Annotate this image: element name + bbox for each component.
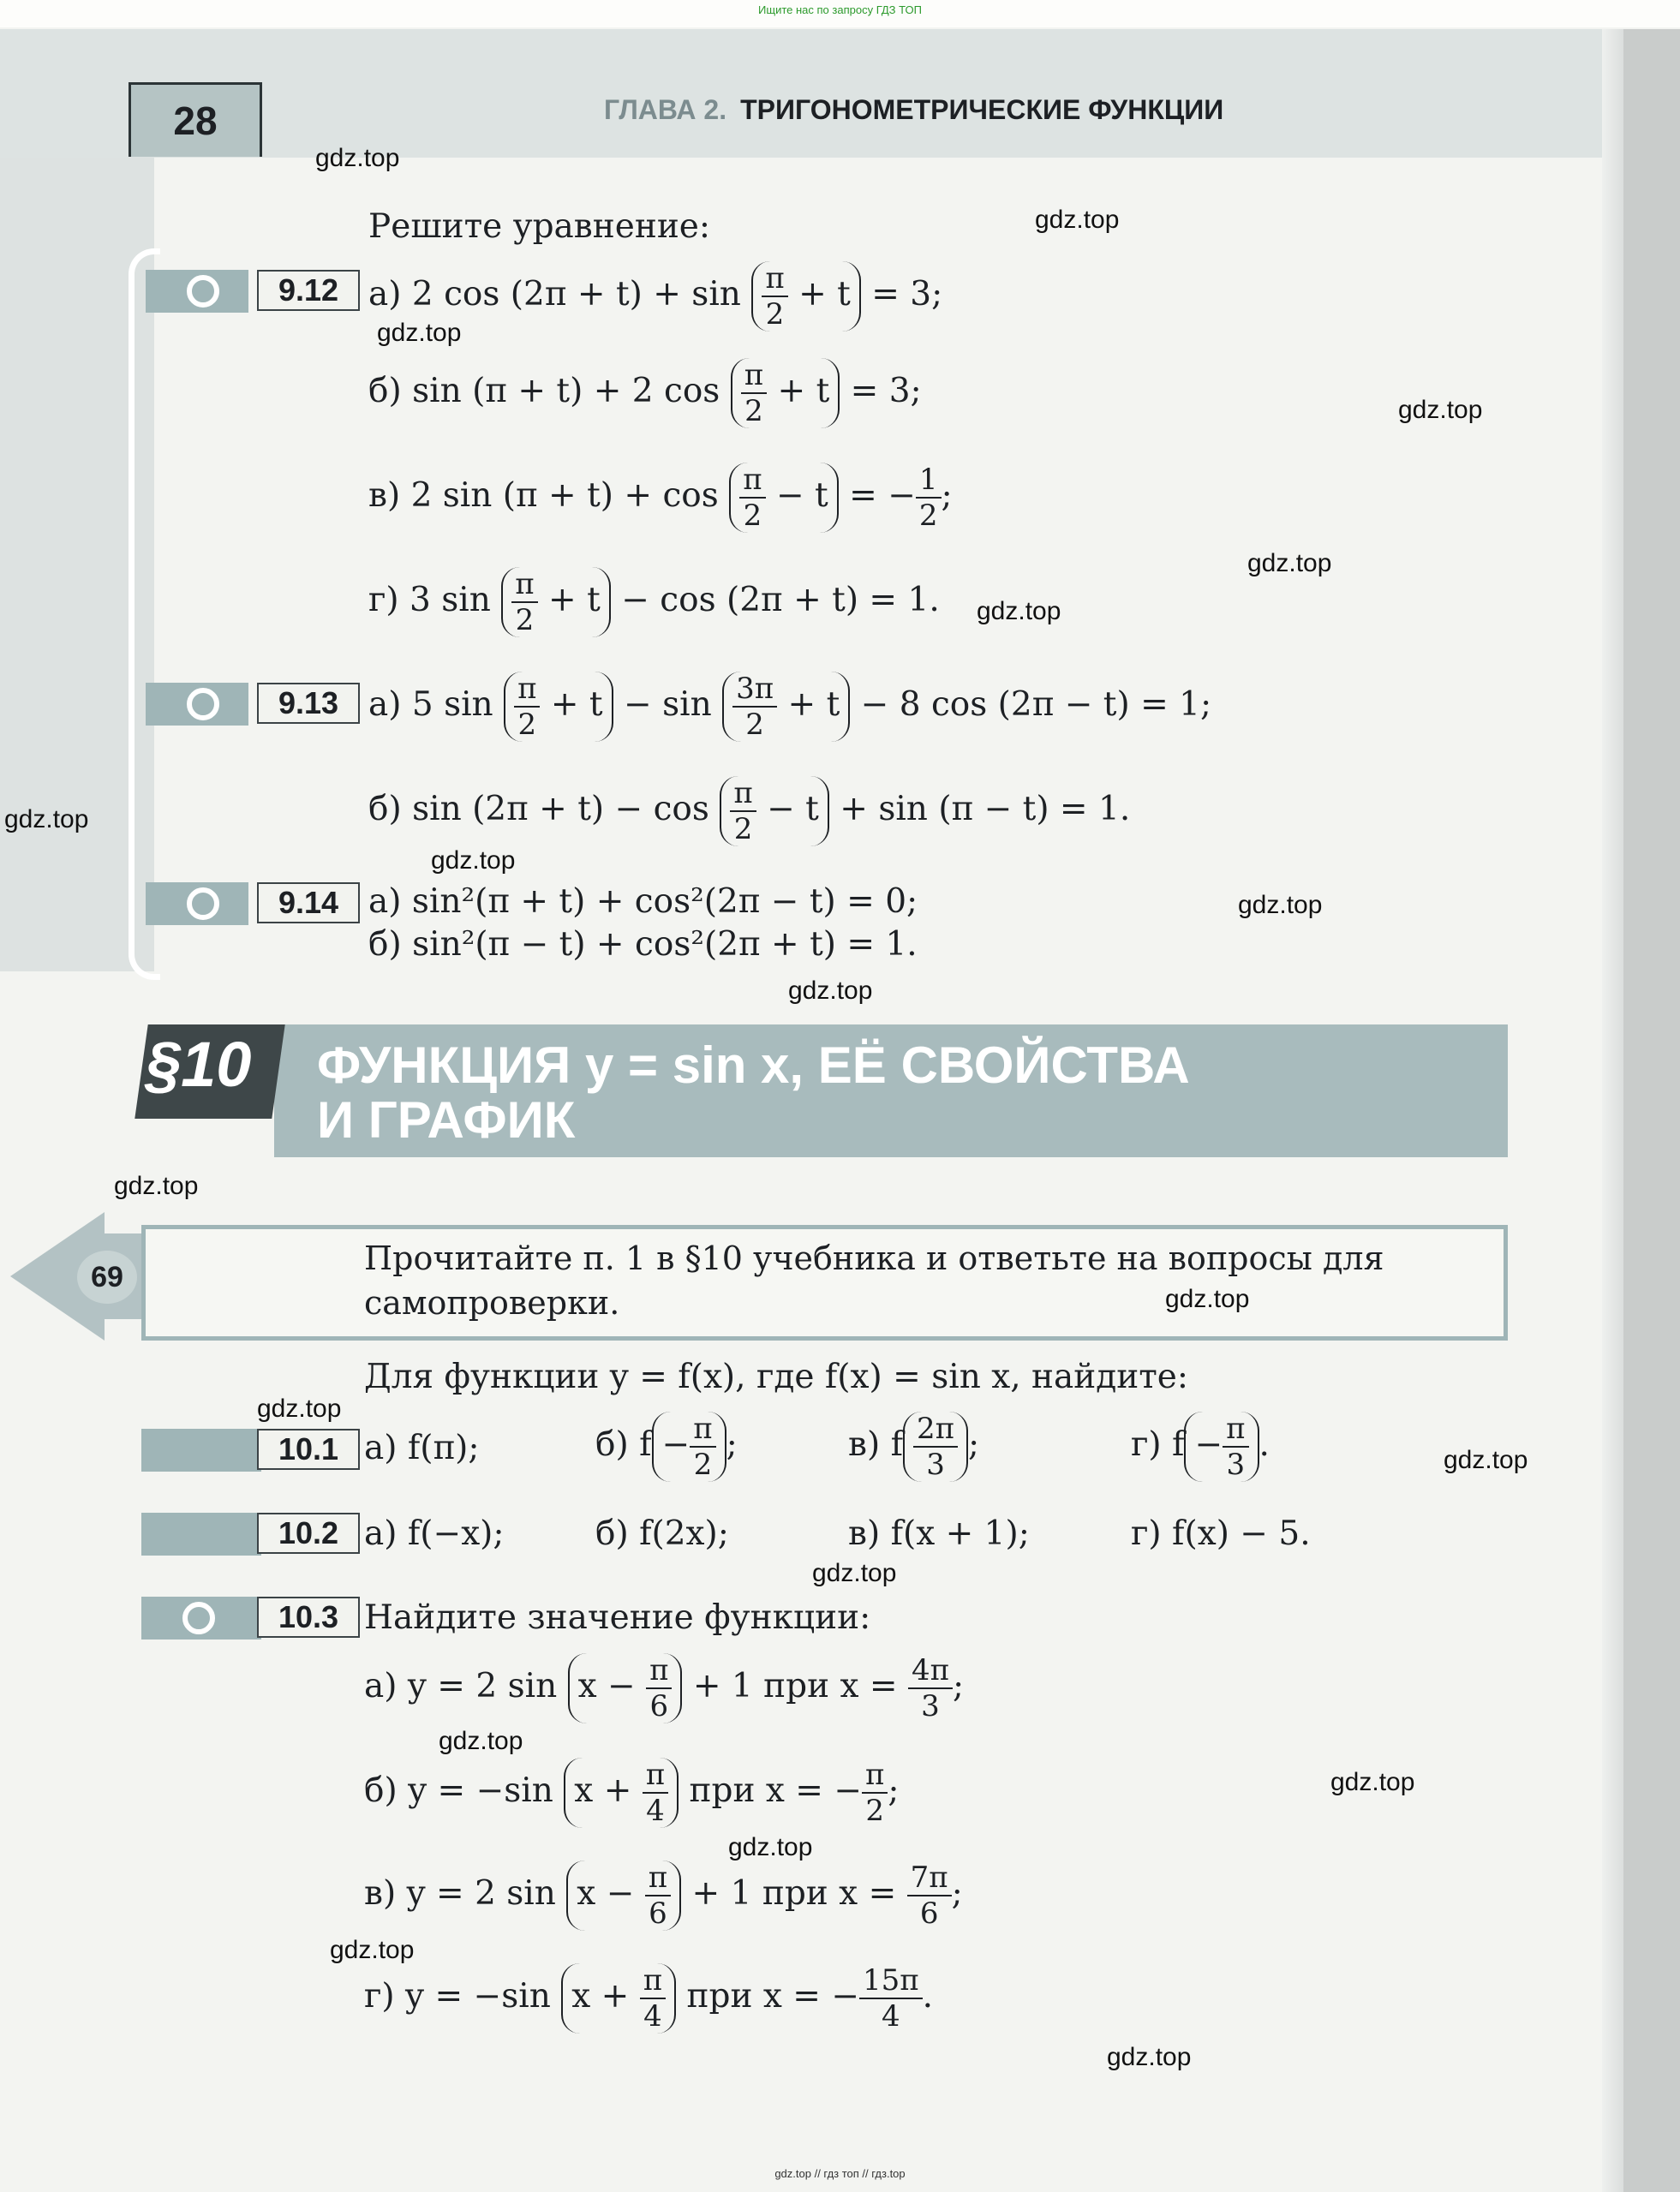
denominator: 2	[693, 1448, 713, 1482]
denominator: 2	[515, 603, 535, 637]
fraction	[514, 672, 540, 742]
denominator: 4	[646, 1794, 665, 1828]
paren-group	[504, 672, 613, 742]
expr-text: а) 5 sin	[368, 685, 493, 724]
exercise-9-14-b: б) sin²(π − t) + cos²(2π + t) = 1.	[368, 925, 918, 964]
expr-text: ;	[888, 1771, 900, 1810]
chapter-label: ГЛАВА 2.	[604, 94, 727, 125]
fraction	[762, 261, 787, 331]
expr-text: x −	[577, 1874, 635, 1913]
numerator: π	[645, 1861, 671, 1896]
numerator: π	[514, 672, 540, 708]
fraction	[690, 1412, 715, 1482]
exercise-number: 10.1	[257, 1429, 360, 1470]
expr-text: − t	[767, 790, 819, 828]
watermark: gdz.top	[431, 846, 516, 875]
denominator: 2	[865, 1794, 885, 1828]
fraction	[730, 776, 756, 846]
numerator: π	[643, 1758, 668, 1794]
numerator: 3π	[732, 672, 777, 708]
watermark: gdz.top	[1165, 1285, 1250, 1313]
difficulty-marker	[141, 1429, 261, 1472]
expr-text: x −	[577, 1667, 636, 1705]
exercise-9-12-v	[368, 463, 953, 533]
exercise-number: 10.2	[257, 1513, 360, 1554]
paren-group	[564, 1758, 679, 1828]
expr-text: .	[922, 1977, 934, 2016]
chapter-heading	[604, 94, 1223, 126]
denominator: 2	[765, 297, 785, 331]
numerator: π	[741, 358, 767, 394]
page-edge	[1623, 29, 1680, 2192]
section-title-line1: ФУНКЦИЯ y = sin x, ЕЁ СВОЙСТВА	[317, 1036, 1190, 1094]
paren-group	[1184, 1412, 1259, 1482]
exercise-10-1-v	[848, 1412, 979, 1482]
fraction	[907, 1861, 952, 1931]
section-label: §10	[146, 1029, 252, 1100]
difficulty-marker	[141, 1513, 261, 1556]
exercise-number: 10.3	[257, 1597, 360, 1638]
fraction	[862, 1758, 888, 1828]
fraction	[640, 1963, 666, 2034]
expr-text: ;	[951, 1874, 963, 1913]
expr-text: ;	[941, 476, 953, 515]
exercise-number: 9.13	[257, 683, 360, 724]
page-number: 28	[129, 82, 262, 157]
exercise-10-3-g	[364, 1963, 933, 2034]
exercise-9-14-a: а) sin²(π + t) + cos²(2π − t) = 0;	[368, 882, 918, 921]
exercise-9-13-b	[368, 776, 1130, 846]
numerator: π	[690, 1412, 715, 1448]
expr-text: − t	[775, 476, 828, 515]
expr-text: − 8 cos (2π − t) = 1;	[860, 685, 1212, 724]
paren-group	[903, 1412, 968, 1482]
bottom-note: gdz.top // гдз топ // гдз.top	[774, 2167, 906, 2180]
paren-group	[652, 1412, 726, 1482]
exercise-9-12-b	[368, 358, 922, 428]
denominator: 4	[881, 1999, 900, 2034]
denominator: 2	[744, 394, 763, 428]
expr-text: −	[1194, 1425, 1223, 1464]
watermark: gdz.top	[377, 319, 462, 347]
difficulty-marker	[146, 683, 248, 726]
watermark: gdz.top	[439, 1727, 523, 1755]
numerator: 7π	[907, 1861, 952, 1896]
fraction	[859, 1963, 923, 2034]
denominator: 2	[918, 499, 938, 533]
exercise-10-1-g	[1131, 1412, 1270, 1482]
denominator: 2	[517, 708, 537, 742]
paren-group	[731, 358, 840, 428]
denominator: 6	[649, 1689, 669, 1723]
watermark: gdz.top	[114, 1172, 199, 1200]
expr-text: ;	[726, 1425, 738, 1464]
denominator: 3	[926, 1448, 945, 1482]
exercise-10-3-v	[364, 1861, 963, 1931]
expr-text: + t	[777, 372, 830, 410]
expr-text: + t	[798, 275, 851, 314]
paren-group	[568, 1653, 683, 1723]
exercise-10-2-g: г) f(x) − 5.	[1131, 1514, 1311, 1553]
paren-group	[720, 776, 829, 846]
expr-text: + 1 при x =	[691, 1874, 897, 1913]
circle-icon	[187, 887, 219, 920]
watermark: gdz.top	[728, 1833, 813, 1861]
numerator: π	[511, 567, 537, 603]
numerator: π	[1223, 1412, 1248, 1448]
expr-text: б) f	[595, 1425, 652, 1464]
expr-text: x +	[571, 1977, 630, 2016]
denominator: 3	[921, 1689, 940, 1723]
denominator: 2	[743, 499, 762, 533]
expr-text: в) y = 2 sin	[364, 1874, 556, 1913]
exercise-9-13-a	[368, 672, 1211, 742]
exercise-10-3-b	[364, 1758, 900, 1828]
expr-text: + 1 при x =	[692, 1667, 898, 1705]
fraction	[645, 1861, 671, 1931]
numerator: 1	[916, 463, 942, 499]
watermark: gdz.top	[812, 1559, 897, 1587]
solve-heading: Решите уравнение:	[368, 207, 711, 246]
watermark: gdz.top	[257, 1395, 342, 1423]
numerator: π	[730, 776, 756, 812]
exercise-number: 9.14	[257, 882, 360, 923]
numerator: 2π	[913, 1412, 958, 1448]
top-note: Ищите нас по запросу ГДЗ ТОП	[758, 3, 922, 16]
numerator: 15π	[859, 1963, 923, 1999]
fraction	[741, 358, 767, 428]
numerator: π	[646, 1653, 672, 1689]
watermark: gdz.top	[1035, 206, 1120, 234]
expr-text: а) 2 cos (2π + t) + sin	[368, 275, 741, 314]
expr-text: ;	[952, 1667, 965, 1705]
expr-text: = 3;	[871, 275, 943, 314]
denominator: 6	[649, 1896, 667, 1931]
paren-group	[722, 672, 850, 742]
read-instructions: Прочитайте п. 1 в §10 учебника и ответьте на вопросы для самопроверки.	[364, 1239, 1384, 1322]
fraction	[916, 463, 942, 533]
expr-text: = 3;	[850, 372, 922, 410]
function-intro: Для функции y = f(x), где f(x) = sin x, найдите:	[364, 1358, 1189, 1396]
watermark: gdz.top	[1247, 549, 1332, 577]
expr-text: при x = −	[686, 1977, 859, 2016]
numerator: π	[640, 1963, 666, 1999]
paren-group	[729, 463, 839, 533]
expr-text: ;	[968, 1425, 980, 1464]
difficulty-marker	[141, 1597, 261, 1640]
expr-text: в) f	[848, 1425, 904, 1464]
denominator: 3	[1226, 1448, 1246, 1482]
paren-group	[561, 1963, 676, 2034]
fraction	[913, 1412, 958, 1482]
exercise-number: 9.12	[257, 270, 360, 311]
exercise-bracket	[129, 248, 160, 980]
difficulty-marker	[146, 270, 248, 313]
watermark: gdz.top	[1107, 2043, 1192, 2071]
expr-text: −	[661, 1425, 691, 1464]
numerator: π	[739, 463, 765, 499]
expr-text: г) y = −sin	[364, 1977, 551, 2016]
watermark: gdz.top	[1444, 1446, 1528, 1474]
watermark: gdz.top	[1398, 396, 1483, 424]
fraction	[643, 1758, 668, 1828]
paren-group	[566, 1861, 681, 1931]
exercise-10-2-a: а) f(−x);	[364, 1514, 505, 1553]
section-title-line2: И ГРАФИК	[317, 1091, 576, 1149]
exercise-9-12-g	[368, 567, 940, 637]
expr-text: + t	[550, 685, 603, 724]
expr-text: б) sin (π + t) + 2 cos	[368, 372, 720, 410]
denominator: 6	[919, 1896, 939, 1931]
denominator: 2	[745, 708, 764, 742]
exercise-10-3-a	[364, 1653, 964, 1723]
denominator: 2	[733, 812, 753, 846]
watermark: gdz.top	[977, 597, 1061, 625]
exercise-10-2-v: в) f(x + 1);	[848, 1514, 1030, 1553]
section-title	[317, 1038, 1190, 1148]
exercise-10-1-b	[595, 1412, 738, 1482]
expr-text: б) y = −sin	[364, 1771, 553, 1810]
expr-text: − cos (2π + t) = 1.	[621, 581, 940, 619]
paren-group	[501, 567, 611, 637]
circle-icon	[187, 275, 219, 308]
circle-icon	[182, 1602, 215, 1634]
numerator: 4π	[908, 1653, 953, 1689]
textbook-ref: 69	[77, 1251, 137, 1304]
expr-text: при x = −	[689, 1771, 863, 1810]
watermark: gdz.top	[1330, 1768, 1415, 1796]
watermark: gdz.top	[330, 1936, 415, 1964]
expr-text: = −	[849, 476, 916, 515]
fraction	[908, 1653, 953, 1723]
paren-group	[751, 261, 861, 331]
expr-text: + t	[548, 581, 601, 619]
page-fold	[1602, 29, 1626, 2192]
watermark: gdz.top	[788, 977, 873, 1005]
expr-text: г) f	[1131, 1425, 1185, 1464]
watermark: gdz.top	[4, 805, 89, 833]
fraction	[1223, 1412, 1248, 1482]
chapter-title: ТРИГОНОМЕТРИЧЕСКИЕ ФУНКЦИИ	[740, 94, 1224, 125]
expr-text: x +	[574, 1771, 632, 1810]
fraction	[511, 567, 537, 637]
watermark: gdz.top	[315, 144, 400, 172]
difficulty-marker	[146, 882, 248, 925]
expr-text: + sin (π − t) = 1.	[840, 790, 1131, 828]
expr-text: .	[1259, 1425, 1270, 1464]
fraction	[646, 1653, 672, 1723]
circle-icon	[187, 688, 219, 720]
numerator: π	[762, 261, 787, 297]
numerator: π	[862, 1758, 888, 1794]
expr-text: в) 2 sin (π + t) + cos	[368, 476, 719, 515]
watermark: gdz.top	[1238, 891, 1323, 919]
expr-text: г) 3 sin	[368, 581, 491, 619]
exercise-10-1-a: а) f(π);	[364, 1429, 480, 1467]
exercise-10-3-title: Найдите значение функции:	[364, 1598, 871, 1637]
expr-text: + t	[787, 685, 840, 724]
denominator: 4	[643, 1999, 662, 2034]
expr-text: а) y = 2 sin	[364, 1667, 558, 1705]
fraction	[732, 672, 777, 742]
exercise-10-2-b: б) f(2x);	[595, 1514, 729, 1553]
expr-text: б) sin (2π + t) − cos	[368, 790, 709, 828]
expr-text: − sin	[624, 685, 712, 724]
fraction	[739, 463, 765, 533]
